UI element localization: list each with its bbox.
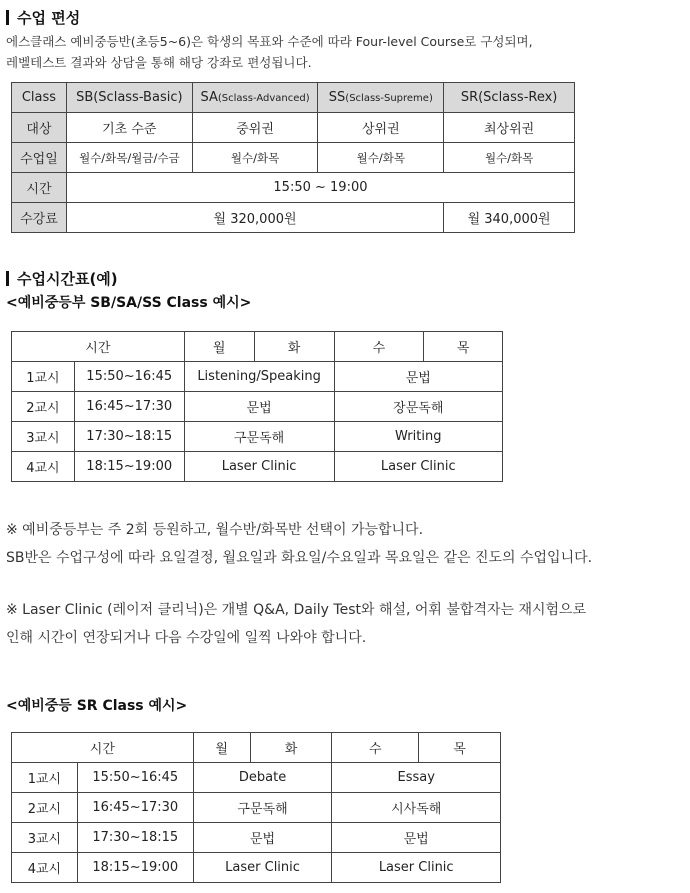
table-row — [12, 452, 503, 482]
class-table-row-fee — [12, 203, 575, 233]
header-cell: 월 — [193, 733, 250, 763]
period-cell: 2교시 — [12, 392, 75, 422]
table-cell: 월수/화목/월금/수금 — [66, 143, 192, 173]
table-cell: 월 340,000원 — [444, 203, 575, 233]
header-cell: 월 — [184, 332, 254, 362]
period-cell: 3교시 — [12, 422, 75, 452]
table-cell: 월수/화목 — [192, 143, 318, 173]
header-cell: 수 — [332, 733, 419, 763]
table-cell: 월수/화목 — [318, 143, 444, 173]
section-title-class-organization: 수업 편성 — [6, 7, 80, 28]
subject-cell: Listening/Speaking — [184, 362, 334, 392]
schedule-header-row — [12, 332, 503, 362]
schedule-table-sr — [11, 732, 501, 883]
subject-cell: 문법 — [193, 823, 332, 853]
time-cell: 18:15~19:00 — [74, 452, 184, 482]
subject-cell: Essay — [332, 763, 501, 793]
note-attendance: ※ 예비중등부는 주 2회 등원하고, 월수반/화목반 선택이 가능합니다. SB반은 수업구성에 따라 요일결정, 월요일과 화요일/수요일과 목요일은 같은 진도의 수업입니다. — [6, 522, 593, 566]
subject-cell: Laser Clinic — [332, 853, 501, 883]
table-row — [12, 392, 503, 422]
period-cell: 4교시 — [12, 853, 78, 883]
time-cell: 15:50~16:45 — [77, 763, 193, 793]
row-label: 수강료 — [12, 203, 67, 233]
header-cell: 화 — [250, 733, 332, 763]
table-cell: 상위권 — [318, 113, 444, 143]
period-cell: 3교시 — [12, 823, 78, 853]
subject-cell: Laser Clinic — [193, 853, 332, 883]
subject-cell: Laser Clinic — [334, 452, 502, 482]
time-cell: 18:15~19:00 — [77, 853, 193, 883]
row-label: 수업일 — [12, 143, 67, 173]
table-row — [12, 763, 501, 793]
class-table-row-days — [12, 143, 575, 173]
period-cell: 1교시 — [12, 362, 75, 392]
schedule-header-row — [12, 733, 501, 763]
table-cell: 기초 수준 — [66, 113, 192, 143]
header-cell: SS(Sclass-Supreme) — [318, 83, 444, 113]
intro-text: 에스클래스 예비중등반(초등5~6)은 학생의 목표와 수준에 따라 Four-level Course로 구성되며, 레벨테스트 결과와 상담을 통해 해당 강좌로 편성됩니다. — [6, 34, 533, 70]
table-cell: 15:50 ~ 19:00 — [66, 173, 574, 203]
subject-cell: 문법 — [184, 392, 334, 422]
row-label: 대상 — [12, 113, 67, 143]
table-row — [12, 823, 501, 853]
subject-cell: 문법 — [332, 823, 501, 853]
time-cell: 16:45~17:30 — [74, 392, 184, 422]
time-cell: 16:45~17:30 — [77, 793, 193, 823]
subject-cell: Debate — [193, 763, 332, 793]
timetable-subtitle-sb-sa-ss: <예비중등부 SB/SA/SS Class 예시> — [6, 295, 252, 311]
header-cell: 시간 — [12, 332, 185, 362]
header-cell: SA(Sclass-Advanced) — [192, 83, 318, 113]
subject-cell: 구문독해 — [193, 793, 332, 823]
class-table-row-time — [12, 173, 575, 203]
time-cell: 17:30~18:15 — [74, 422, 184, 452]
header-cell: 화 — [254, 332, 334, 362]
table-cell: 월 320,000원 — [66, 203, 443, 233]
period-cell: 1교시 — [12, 763, 78, 793]
table-row — [12, 853, 501, 883]
schedule-table-sb-sa-ss — [11, 331, 503, 482]
header-cell: 시간 — [12, 733, 194, 763]
table-row — [12, 793, 501, 823]
subject-cell: Writing — [334, 422, 502, 452]
class-table-row-target — [12, 113, 575, 143]
header-cell: SB(Sclass-Basic) — [66, 83, 192, 113]
subject-cell: 구문독해 — [184, 422, 334, 452]
period-cell: 2교시 — [12, 793, 78, 823]
header-cell: 목 — [419, 733, 501, 763]
table-cell: 중위권 — [192, 113, 318, 143]
class-table — [11, 82, 575, 233]
table-row — [12, 362, 503, 392]
row-label: 시간 — [12, 173, 67, 203]
table-cell: 월수/화목 — [444, 143, 575, 173]
time-cell: 15:50~16:45 — [74, 362, 184, 392]
header-cell: Class — [12, 83, 67, 113]
header-cell: 목 — [424, 332, 503, 362]
period-cell: 4교시 — [12, 452, 75, 482]
title-bar-icon — [6, 271, 9, 286]
title-bar-icon — [6, 10, 9, 25]
header-cell: SR(Sclass-Rex) — [444, 83, 575, 113]
subject-cell: 시사독해 — [332, 793, 501, 823]
section-title-timetable: 수업시간표(예) — [6, 268, 118, 289]
timetable-subtitle-sr: <예비중등 SR Class 예시> — [6, 698, 188, 714]
subject-cell: 문법 — [334, 362, 502, 392]
subject-cell: Laser Clinic — [184, 452, 334, 482]
subject-cell: 장문독해 — [334, 392, 502, 422]
class-table-header-row — [12, 83, 575, 113]
note-laser-clinic: ※ Laser Clinic (레이저 클리닉)은 개별 Q&A, Daily Test와 해설, 어휘 불합격자는 재시험으로 인해 시간이 연장되거나 다음 수강일에 일찍 나와야 합니다. — [6, 602, 587, 646]
header-cell: 수 — [334, 332, 424, 362]
table-cell: 최상위권 — [444, 113, 575, 143]
time-cell: 17:30~18:15 — [77, 823, 193, 853]
table-row — [12, 422, 503, 452]
